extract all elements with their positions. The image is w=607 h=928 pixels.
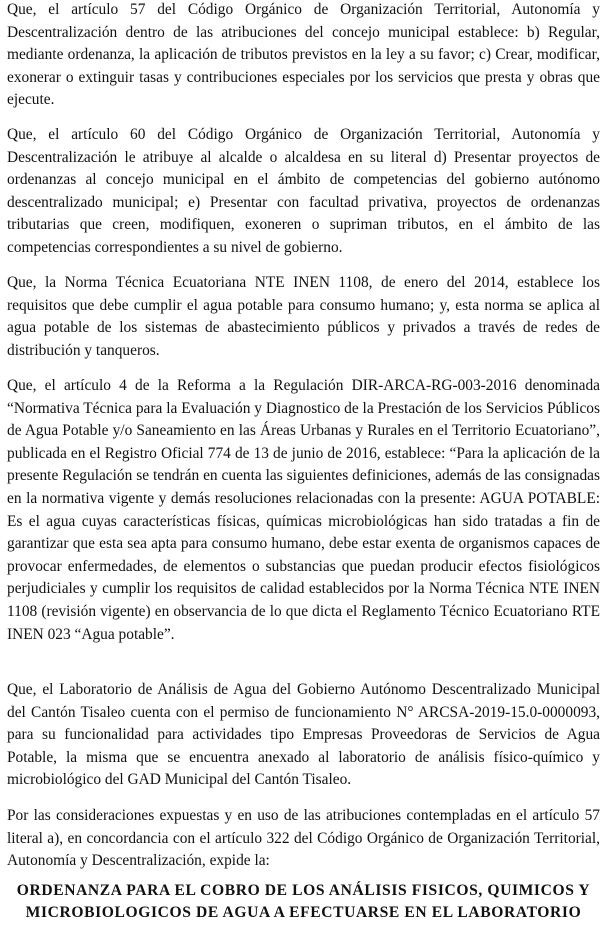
paragraph-article-57: Que, el artículo 57 del Código Orgánico de Organización Territorial, Autonomía y Descentralización dentro de las atribuciones del concejo municipal establece: b) Regular, mediante ordenanza, la aplicación de tributos previstos en la ley a su favor; c) Crear, modificar, exonerar o extinguir tasas y contribuciones especiales por los servicios que presta y obras que ejecute.	[7, 1, 600, 109]
paragraph-considerations: Por las consideraciones expuestas y en uso de las atribuciones contempladas en el artículo 57 literal a), en concordancia con el artículo 322 del Código Orgánico de Organización Territorial, Autonomía y Descentralización, expide la:	[7, 807, 600, 870]
paragraph-article-4-regulation: Que, el artículo 4 de la Reforma a la Regulación DIR-ARCA-RG-003-2016 denominada “Normativa Técnica para la Evaluación y Diagnostico de la Prestación de los Servicios Públicos de Agua Potable y/o Saneamiento en las Áreas Urbanas y Rurales en el Territorio Ecuatoriano”, publicada en el Registro Oficial 774 de 13 de junio de 2016, establece: “Para la aplicación de la presente Regulación se tendrán en cuenta las siguientes definiciones, además de las consignadas en la normativa vigente y demás resoluciones relacionadas con la presente: AGUA POTABLE: Es el agua cuyas características físicas, químicas microbiológicas han sido tratadas a fin de garantizar que esta sea apta para consumo humano, debe estar exenta de organismos capaces de provocar enfermedades, de elementos o substancias que puedan producir efectos fisiológicos perjudiciales y cumplir los requisitos de calidad establecidos por la Norma Técnica NTE INEN 1108 (revisión vigente) en observancia de lo que dicta el Reglamento Técnico Ecuatoriano RTE INEN 023 “Agua potable”.	[7, 377, 600, 643]
paragraph-nte-inen-1108: Que, la Norma Técnica Ecuatoriana NTE INEN 1108, de enero del 2014, establece los requisitos que debe cumplir el agua potable para consumo humano; y, esta norma se aplica al agua potable de los sistemas de abastecimiento públicos y privados a través de redes de distribución y tanqueros.	[7, 274, 600, 359]
ordinance-title: ORDENANZA PARA EL COBRO DE LOS ANÁLISIS FISICOS, QUIMICOS Y MICROBIOLOGICOS DE AGUA A EFECTUARSE EN EL LABORATORIO	[16, 882, 591, 921]
paragraph-article-60: Que, el artículo 60 del Código Orgánico de Organización Territorial, Autonomía y Descentralización le atribuye al alcalde o alcaldesa en su literal d) Presentar proyectos de ordenanzas al concejo municipal en el ámbito de competencias del gobierno autónomo descentralizado municipal; e) Presentar con facultad privativa, proyectos de ordenanzas tributarias que creen, modifiquen, exoneren o supriman tributos, en el ámbito de las competencias correspondientes a su nivel de gobierno.	[7, 126, 600, 256]
paragraph-laboratory-permit: Que, el Laboratorio de Análisis de Agua del Gobierno Autónomo Descentralizado Municipal del Cantón Tisaleo cuenta con el permiso de funcionamiento N° ARCSA-2019-15.0-0000093, para su funcionalidad para actividades tipo Empresas Proveedoras de Servicios de Agua Potable, la misma que se encuentra anexado al laboratorio de análisis físico-químico y microbiológico del GAD Municipal del Cantón Tisaleo.	[7, 681, 600, 789]
